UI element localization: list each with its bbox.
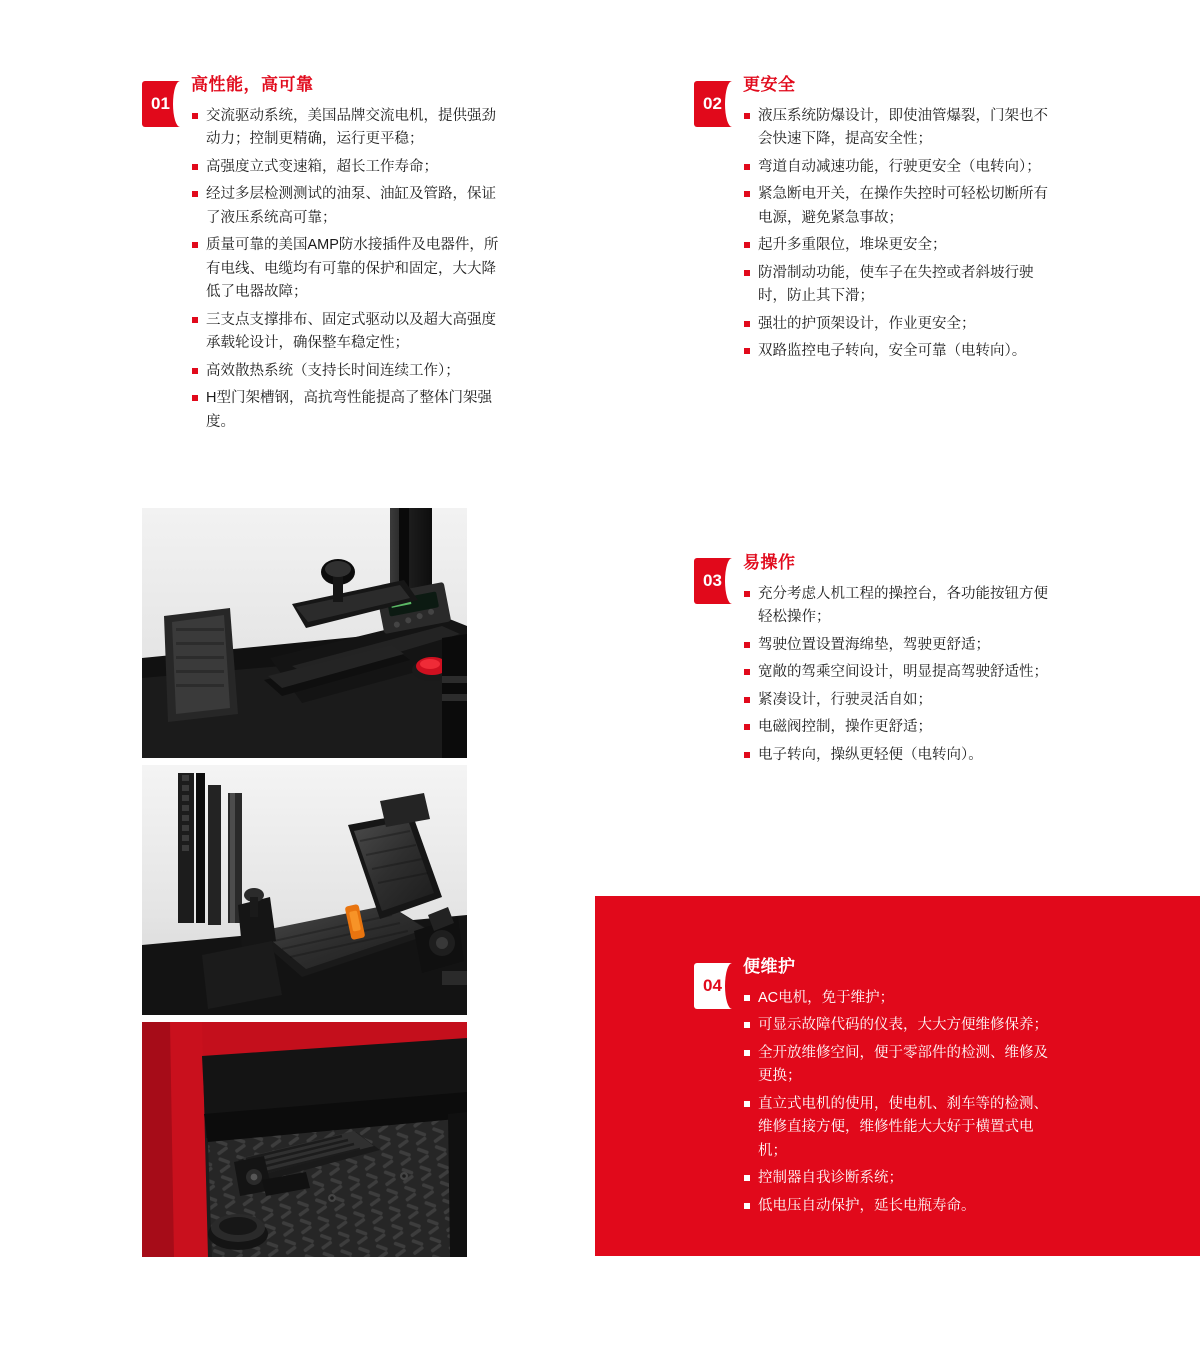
feature-04-title: 便维护 <box>743 957 796 976</box>
list-item: 电子转向，操纵更轻便（电转向）。 <box>743 744 1053 767</box>
feature-badge-01-number: 01 <box>151 94 170 113</box>
feature-01-title: 高性能，高可靠 <box>191 75 314 94</box>
list-item: AC电机，免于维护； <box>743 987 1053 1010</box>
feature-01-list <box>191 105 501 434</box>
feature-block-01 <box>191 70 501 438</box>
list-item: 可显示故障代码的仪表，大大方便维修保养； <box>743 1014 1053 1037</box>
feature-block-03 <box>743 548 1053 771</box>
list-item: 直立式电机的使用，使电机、刹车等的检测、维修直接方便，维修性能大大好于横置式电机； <box>743 1093 1053 1163</box>
feature-03-list <box>743 583 1053 767</box>
list-item: 低电压自动保护，延长电瓶寿命。 <box>743 1195 1053 1218</box>
feature-04-list <box>743 987 1053 1218</box>
feature-badge-01 <box>142 81 186 127</box>
list-item: 驾驶位置设置海绵垫，驾驶更舒适； <box>743 634 1053 657</box>
list-item: 强壮的护顶架设计，作业更安全； <box>743 313 1053 336</box>
list-item: 弯道自动减速功能，行驶更安全（电转向）； <box>743 156 1053 179</box>
list-item: 经过多层检测测试的油泵、油缸及管路，保证了液压系统高可靠； <box>191 183 501 230</box>
list-item: H型门架槽钢，高抗弯性能提高了整体门架强度。 <box>191 387 501 434</box>
feature-badge-02-number: 02 <box>703 94 722 113</box>
list-item: 双路监控电子转向，安全可靠（电转向）。 <box>743 340 1053 363</box>
photo-forklift-console-image <box>142 508 467 758</box>
feature-badge-04-number: 04 <box>703 976 722 995</box>
list-item: 防滑制动功能，使车子在失控或者斜坡行驶时，防止其下滑； <box>743 262 1053 309</box>
photo-forklift-pedal <box>142 1022 467 1257</box>
list-item: 高强度立式变速箱，超长工作寿命； <box>191 156 501 179</box>
list-item: 液压系统防爆设计，即使油管爆裂，门架也不会快速下降，提高安全性； <box>743 105 1053 152</box>
feature-badge-04 <box>694 963 738 1009</box>
feature-02-list <box>743 105 1053 364</box>
feature-badge-03-number: 03 <box>703 571 722 590</box>
feature-badge-02 <box>694 81 738 127</box>
list-item: 电磁阀控制，操作更舒适； <box>743 716 1053 739</box>
photo-forklift-seat <box>142 765 467 1015</box>
list-item: 充分考虑人机工程的操控台，各功能按钮方便轻松操作； <box>743 583 1053 630</box>
list-item: 三支点支撑排布、固定式驱动以及超大高强度承载轮设计，确保整车稳定性； <box>191 309 501 356</box>
list-item: 起升多重限位，堆垛更安全； <box>743 234 1053 257</box>
feature-block-02 <box>743 70 1053 368</box>
list-item: 质量可靠的美国AMP防水接插件及电器件，所有电线、电缆均有可靠的保护和固定，大大降低了电器故障； <box>191 234 501 304</box>
photo-forklift-console <box>142 508 467 758</box>
list-item: 紧凑设计，行驶灵活自如； <box>743 689 1053 712</box>
feature-03-title: 易操作 <box>743 553 796 572</box>
list-item: 全开放维修空间，便于零部件的检测、维修及更换； <box>743 1042 1053 1089</box>
list-item: 紧急断电开关，在操作失控时可轻松切断所有电源，避免紧急事故； <box>743 183 1053 230</box>
photo-forklift-seat-image <box>142 765 467 1015</box>
feature-block-04 <box>743 952 1053 1222</box>
photo-forklift-pedal-image <box>142 1022 467 1257</box>
feature-badge-03 <box>694 558 738 604</box>
list-item: 高效散热系统（支持长时间连续工作）； <box>191 360 501 383</box>
list-item: 交流驱动系统，美国品牌交流电机，提供强劲动力；控制更精确，运行更平稳； <box>191 105 501 152</box>
list-item: 控制器自我诊断系统； <box>743 1167 1053 1190</box>
feature-02-title: 更安全 <box>743 75 796 94</box>
list-item: 宽敞的驾乘空间设计，明显提高驾驶舒适性； <box>743 661 1053 684</box>
